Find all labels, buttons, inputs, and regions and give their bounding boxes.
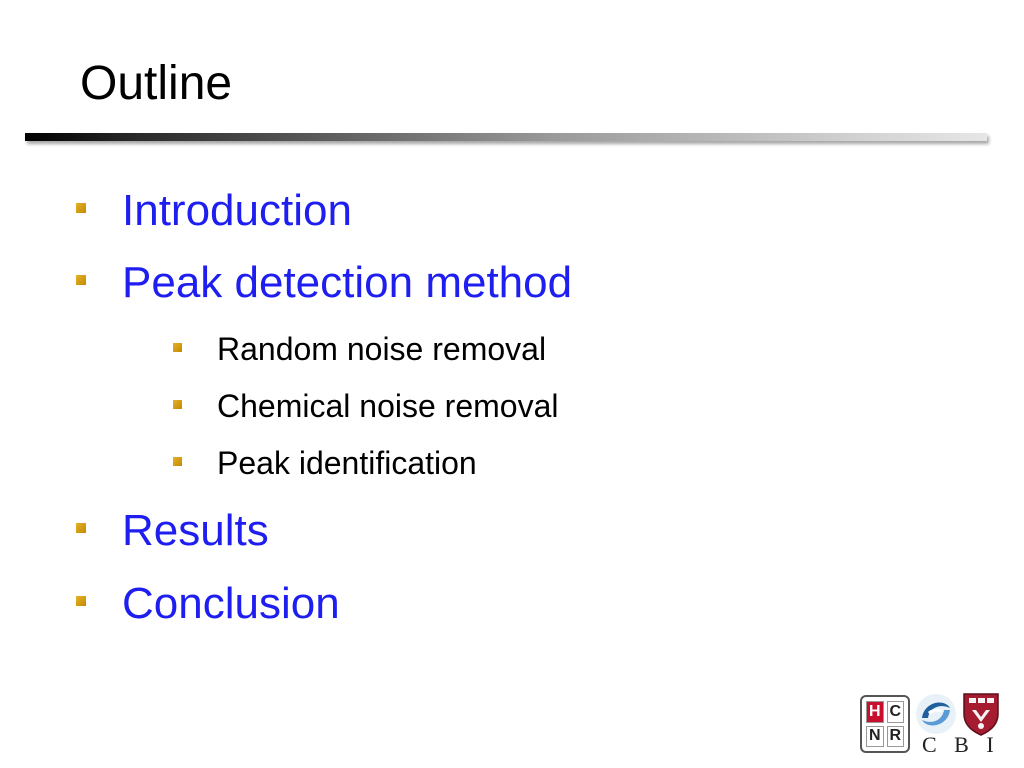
- square-bullet-icon: [76, 203, 86, 213]
- outline-subitem-chemical-noise-removal: [217, 388, 558, 425]
- hcnr-letter: H: [866, 701, 884, 723]
- outline-item-peak-detection-method: [122, 258, 572, 308]
- hcnr-letter: C: [887, 701, 905, 723]
- cbi-logo-text: C B I: [922, 732, 1000, 757]
- outline-item-label: Results: [122, 506, 269, 555]
- square-bullet-icon: [76, 596, 86, 606]
- outline-item-conclusion: [122, 579, 340, 629]
- square-bullet-icon: [173, 400, 182, 409]
- outline-item-label: Conclusion: [122, 579, 340, 628]
- slide-title: Outline: [80, 57, 233, 110]
- outline-subitem-label: Peak identification: [217, 445, 477, 481]
- outline-item-label: Introduction: [122, 186, 352, 235]
- hcnr-letter: R: [887, 726, 905, 748]
- swirl-logo-icon: [914, 692, 958, 736]
- outline-subitem-label: Random noise removal: [217, 331, 547, 367]
- institution-logos: [860, 692, 1010, 762]
- square-bullet-icon: [76, 523, 86, 533]
- outline-item-label: Peak detection method: [122, 258, 573, 307]
- outline-subitem-peak-identification: [217, 445, 477, 482]
- square-bullet-icon: [76, 275, 86, 285]
- title-divider: [25, 133, 987, 141]
- hcnr-logo: [860, 695, 910, 753]
- square-bullet-icon: [173, 457, 182, 466]
- outline-item-results: [122, 506, 269, 556]
- hcnr-letter: N: [866, 726, 884, 748]
- outline-subitem-random-noise-removal: [217, 331, 546, 368]
- square-bullet-icon: [173, 343, 182, 352]
- shield-logo-icon: [962, 692, 1000, 736]
- outline-subitem-label: Chemical noise removal: [217, 388, 559, 424]
- outline-item-introduction: [122, 186, 352, 236]
